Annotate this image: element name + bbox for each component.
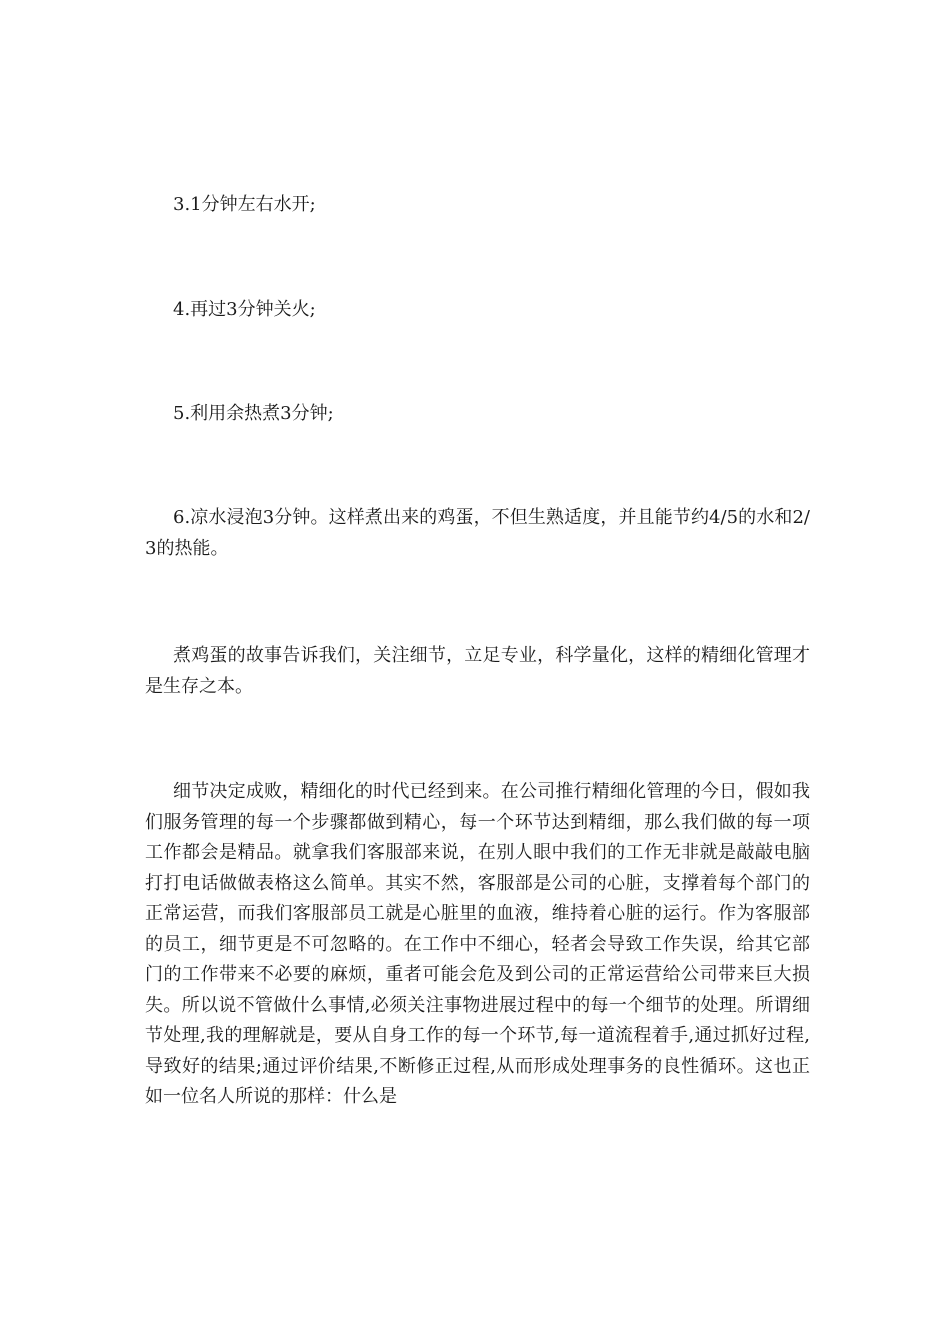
detail-management-paragraph: 细节决定成败，精细化的时代已经到来。在公司推行精细化管理的今日，假如我们服务管理的每一个步骤都做到精心，每一个环节达到精细，那么我们做的每一项工作都会是精品。就拿我们客服部来说，在别人眼中我们的工作无非就是敲敲电脑打打电话做做表格这么简单。其实不然，客服部是公司的心脏，支撑着每个部门的正常运营，而我们客服部员工就是心脏里的血液，维持着心脏的运行。作为客服部的员工，细节更是不可忽略的。在工作中不细心，轻者会导致工作失误，给其它部门的工作带来不必要的麻烦，重者可能会危及到公司的正常运营给公司带来巨大损失。所以说不管做什么事情,必须关注事物进展过程中的每一个细节的处理。所谓细节处理,我的理解就是，要从自身工作的每一个环节,每一道流程着手,通过抓好过程,导致好的结果;通过评价结果,不断修正过程,从而形成处理事务的良性循环。这也正如一位名人所说的那样：什么是	[145, 781, 810, 1107]
step-6-paragraph: 6.凉水浸泡3分钟。这样煮出来的鸡蛋，不但生熟适度，并且能节约4/5的水和2/3的热能。	[145, 507, 810, 559]
step-3-paragraph: 3.1分钟左右水开;	[173, 194, 316, 215]
step-5-paragraph: 5.利用余热煮3分钟;	[173, 403, 334, 424]
egg-story-conclusion-paragraph: 煮鸡蛋的故事告诉我们，关注细节，立足专业，科学量化，这样的精细化管理才是生存之本。	[145, 645, 810, 697]
step-4-paragraph: 4.再过3分钟关火;	[173, 299, 316, 320]
